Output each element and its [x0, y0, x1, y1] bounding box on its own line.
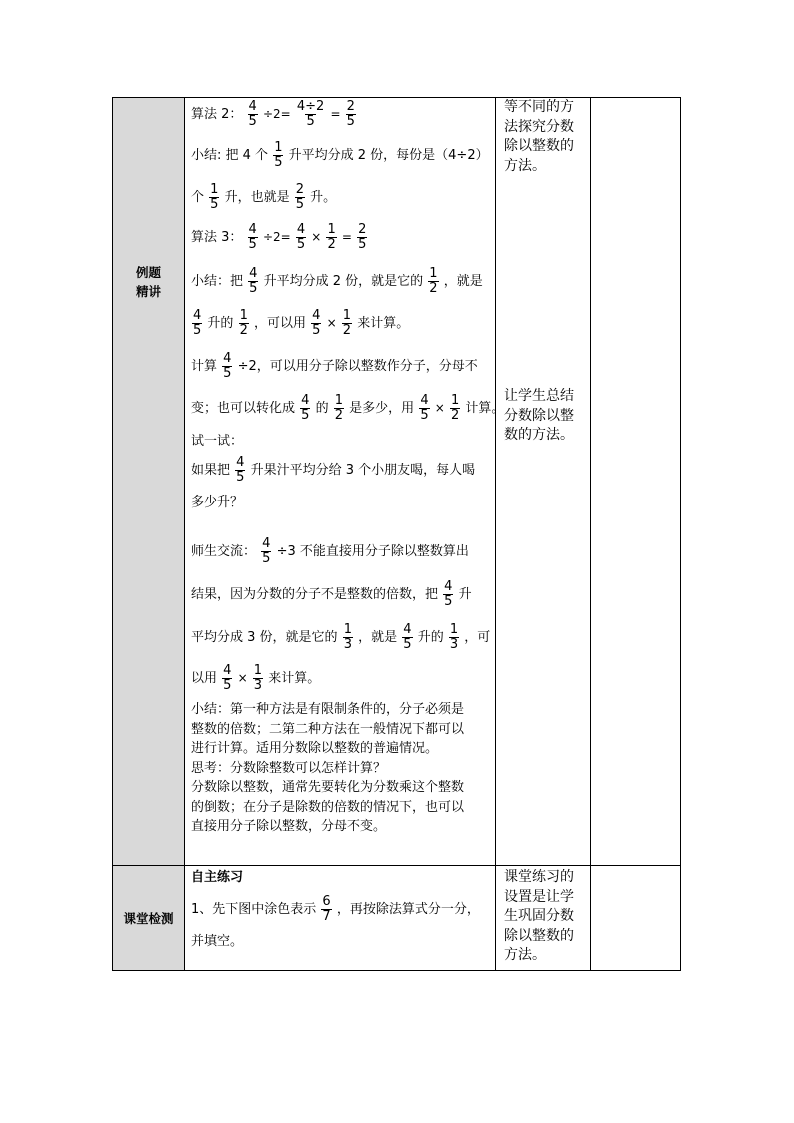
- text: 升平均分成 2 份，就是它的: [263, 274, 424, 289]
- text: 升，也就是: [224, 190, 290, 205]
- note-line: 等不同的方: [504, 99, 574, 115]
- fraction: $\frac{4}{5}$: [296, 222, 306, 252]
- fraction: $\frac{1}{2}$: [450, 393, 460, 423]
- row-label-check: [113, 909, 184, 928]
- text: 如果把: [191, 463, 231, 478]
- row-label-example: [113, 263, 184, 301]
- summary-line: 分数除以整数，通常先要转化为分数乘这个整数: [191, 780, 465, 795]
- text: 小结：把: [191, 274, 244, 289]
- note-line: 方法。: [504, 157, 546, 174]
- fraction: $\frac{4}{5}$: [262, 536, 271, 566]
- fraction: $\frac{1}{5}$: [274, 140, 283, 170]
- table-border-top: [112, 97, 681, 98]
- text: ，就是: [443, 274, 483, 289]
- summary-line: 直接用分子除以整数，分母不变。: [191, 819, 387, 834]
- text: 升。: [310, 190, 337, 205]
- text: 升平均分成 2 份，每份是（4÷2）: [288, 148, 489, 163]
- calc-line1: [191, 352, 478, 381]
- text: ÷2，可以用分子除以整数作分子，分母不: [237, 359, 478, 374]
- summary2-line2: [191, 309, 409, 338]
- operator: ×: [326, 316, 337, 330]
- method3-label: 算法 3：: [191, 230, 243, 245]
- note-line: 法探究分数: [504, 118, 574, 135]
- summary2-line1: [191, 267, 483, 296]
- try-it-heading: 试一试：: [191, 434, 244, 449]
- question-line1: [191, 456, 475, 485]
- fraction: $\frac{2}{5}$: [346, 99, 355, 129]
- question-line2: 多少升？: [191, 495, 244, 510]
- fraction: $\frac{1}{2}$: [334, 393, 344, 423]
- operator: ÷2=: [262, 230, 291, 244]
- note-line: 数的方法。: [504, 427, 574, 443]
- summary-paragraph: [191, 700, 464, 837]
- practice-line2: 并填空。: [191, 934, 244, 949]
- summary-line: 的倒数；在分子是除数的倍数的情况下，也可以: [191, 799, 465, 815]
- text: 变；也可以转化成: [191, 401, 296, 416]
- fraction: $\frac{1}{3}$: [343, 622, 352, 652]
- text: 升果汁平均分给 3 个小朋友喝，每人喝: [250, 463, 476, 478]
- text: 升的: [417, 630, 444, 645]
- fraction: $\frac{1}{2}$: [342, 308, 352, 338]
- fraction: $\frac{1}{2}$: [327, 222, 336, 252]
- discussion-line1: [191, 537, 469, 566]
- text: 计算。: [465, 401, 505, 416]
- fraction: $\frac{4}{5}$: [312, 308, 321, 338]
- fraction: $\frac{6}{7}$: [322, 894, 331, 924]
- text: 小结: 把 4 个: [191, 148, 269, 163]
- fraction: $\frac{1}{2}$: [239, 308, 248, 338]
- table-col-divider-1: [184, 97, 185, 971]
- note-line: 生巩固分数: [504, 908, 574, 924]
- practice-title: 自主练习: [191, 870, 244, 885]
- design-note-3: [504, 868, 574, 966]
- summary-line: 思考：分数除整数可以怎样计算？: [191, 760, 387, 776]
- summary-line: 进行计算。适用分数除以整数的普遍情况。: [191, 741, 439, 756]
- note-line: 除以整数的: [504, 927, 574, 944]
- operator: ÷2=: [262, 107, 291, 121]
- row-label-line: 精讲: [135, 284, 161, 299]
- text: 升的: [207, 316, 234, 331]
- note-line: 让学生总结: [504, 388, 574, 404]
- operator: ×: [434, 401, 445, 415]
- note-line: 方法。: [504, 947, 546, 963]
- text: 来计算。: [268, 671, 321, 686]
- operator: =: [330, 107, 341, 121]
- operator: =: [341, 230, 352, 244]
- text: 结果，因为分数的分子不是整数的倍数，把: [191, 587, 439, 602]
- fraction: $\frac{1}{3}$: [253, 663, 263, 693]
- summary1-line1: [191, 141, 489, 170]
- text: 个: [191, 190, 205, 205]
- fraction: $\frac{4}{5}$: [236, 455, 245, 485]
- text: 的: [315, 401, 329, 416]
- fraction: $\frac{4\div 2}{5}$: [296, 99, 325, 129]
- fraction: $\frac{4}{5}$: [223, 663, 232, 693]
- design-note-2: [504, 387, 574, 446]
- row-label-line: 例题: [135, 265, 161, 280]
- fraction: $\frac{1}{2}$: [429, 266, 438, 296]
- discussion-line2: [191, 580, 472, 609]
- table-row-divider: [112, 865, 681, 866]
- fraction: $\frac{4}{5}$: [403, 622, 412, 652]
- text: ，可以用: [254, 316, 307, 331]
- label-cell-shade-1: [113, 98, 184, 865]
- fraction: $\frac{4}{5}$: [193, 308, 202, 338]
- table-border-left: [112, 97, 113, 971]
- fraction: $\frac{1}{3}$: [449, 622, 459, 652]
- text: 计算: [191, 359, 218, 374]
- note-line: 除以整数的: [504, 138, 574, 154]
- text: 升: [458, 587, 472, 602]
- note-line: 分数除以整: [504, 407, 574, 424]
- text: 是多少，用: [349, 401, 415, 416]
- design-note-1: [504, 98, 574, 176]
- fraction: $\frac{2}{5}$: [358, 222, 367, 252]
- table-border-bottom: [112, 970, 681, 971]
- practice-line1: [191, 895, 480, 924]
- text: 师生交流：: [191, 544, 257, 559]
- table-col-divider-3: [590, 97, 591, 971]
- table-border-right: [680, 97, 681, 971]
- fraction: $\frac{1}{5}$: [210, 182, 219, 212]
- text: 1、先下图中涂色表示: [191, 902, 317, 917]
- operator: ×: [311, 230, 322, 244]
- fraction: $\frac{4}{5}$: [248, 99, 257, 129]
- table-col-divider-2: [495, 97, 496, 971]
- method2-line: [191, 100, 357, 129]
- operator: ×: [237, 671, 248, 685]
- discussion-line3: [191, 623, 490, 652]
- text: ，就是: [358, 630, 398, 645]
- summary-line: 小结：第一种方法是有限制条件的，分子必须是: [191, 702, 465, 717]
- text: ，再按除法算式分一分，: [336, 902, 480, 917]
- fraction: $\frac{4}{5}$: [248, 222, 257, 252]
- fraction: $\frac{4}{5}$: [301, 393, 310, 423]
- text: ，可: [464, 630, 491, 645]
- fraction: $\frac{4}{5}$: [249, 266, 258, 296]
- note-line: 课堂练习的: [504, 869, 574, 885]
- note-line: 设置是让学: [504, 888, 574, 905]
- text: ÷3 不能直接用分子除以整数算出: [276, 544, 469, 559]
- method3-line: [191, 223, 368, 252]
- text: 来计算。: [357, 316, 410, 331]
- text: 平均分成 3 份，就是它的: [191, 630, 338, 645]
- fraction: $\frac{4}{5}$: [444, 579, 453, 609]
- discussion-line4: [191, 664, 320, 693]
- summary-line: 整数的倍数；二第二种方法在一般情况下都可以: [191, 721, 465, 737]
- text: 以用: [191, 671, 218, 686]
- fraction: $\frac{2}{5}$: [295, 182, 305, 212]
- fraction: $\frac{4}{5}$: [420, 393, 429, 423]
- row-label-line: 课堂检测: [123, 911, 174, 926]
- method2-label: 算法 2：: [191, 107, 243, 122]
- summary1-line2: [191, 183, 336, 212]
- fraction: $\frac{4}{5}$: [223, 351, 232, 381]
- calc-line2: [191, 394, 504, 423]
